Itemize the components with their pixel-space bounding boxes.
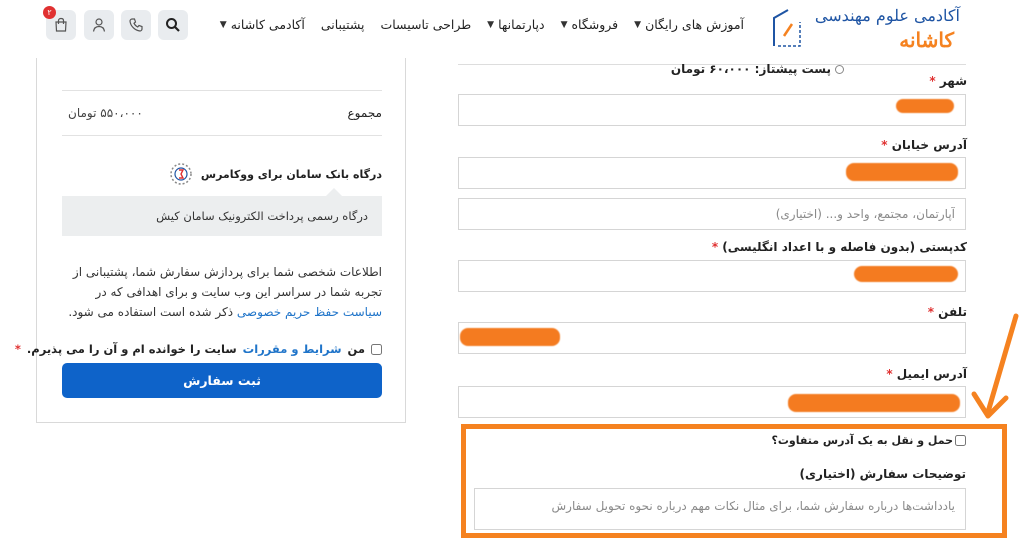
gateway-name: درگاه بانک سامان برای ووکامرس [200, 167, 382, 181]
summary-divider [62, 90, 382, 91]
nav-departments[interactable] [479, 17, 552, 32]
account-button[interactable] [84, 10, 114, 40]
payment-gateway-row[interactable] [169, 162, 382, 186]
city-label: شهر * [929, 74, 967, 88]
chevron-down-icon: ▼ [634, 19, 642, 30]
ship-different-label: حمل و نقل به یک آدرس متفاوت؟ [771, 434, 953, 447]
search-icon [165, 17, 181, 33]
terms-row[interactable] [15, 342, 382, 356]
nav-label: فروشگاه [571, 17, 619, 32]
nav-label: آموزش های رایگان [645, 17, 744, 32]
ship-different-row[interactable] [771, 434, 966, 447]
privacy-text: اطلاعات شخصی شما برای پردازش سفارش شما، پشتیبانی از تجربه شما در سراسر این وب سایت و برای اهدافی که در [72, 265, 382, 299]
main-nav [212, 17, 752, 32]
nav-free-courses[interactable] [626, 17, 752, 32]
place-order-button[interactable]: ثبت سفارش [62, 363, 382, 398]
redaction-mark [846, 163, 958, 181]
redaction-mark [896, 99, 954, 113]
user-icon [91, 17, 107, 33]
site-logo[interactable] [770, 4, 960, 54]
required-mark: * [14, 342, 21, 356]
redaction-mark [460, 328, 560, 346]
gateway-box-pointer [62, 188, 382, 196]
shipping-radio[interactable] [835, 65, 844, 74]
privacy-notice [62, 262, 382, 322]
phone-label: تلفن * [927, 305, 967, 319]
postcode-label: کدپستی (بدون فاصله و با اعداد انگلیسی) * [711, 240, 967, 254]
order-notes-textarea[interactable] [474, 488, 966, 530]
ship-different-checkbox[interactable] [955, 435, 966, 446]
shipping-option[interactable] [671, 62, 844, 76]
nav-academy[interactable] [212, 17, 313, 32]
summary-divider [62, 135, 382, 136]
nav-facility-design[interactable] [372, 17, 479, 32]
cart-icon [53, 17, 69, 33]
street2-input[interactable] [458, 198, 966, 230]
phone-button[interactable] [121, 10, 151, 40]
chevron-down-icon: ▼ [219, 19, 227, 30]
phone-icon [128, 17, 144, 33]
gateway-description: درگاه رسمی پرداخت الکترونیک سامان کیش [62, 196, 382, 236]
nav-support[interactable] [313, 17, 373, 32]
privacy-text: ذکر شده است استفاده می شود. [68, 305, 234, 319]
privacy-policy-link[interactable]: سیاست حفظ حریم خصوصی [236, 305, 382, 319]
nav-shop[interactable] [553, 17, 627, 32]
city-input[interactable] [458, 94, 966, 126]
redaction-mark [854, 266, 958, 282]
chevron-down-icon: ▼ [487, 19, 495, 30]
site-header [0, 0, 1024, 58]
terms-checkbox[interactable] [371, 344, 382, 355]
order-notes-label: توضیحات سفارش (اختیاری) [799, 467, 966, 481]
saman-bank-logo-icon [169, 162, 193, 186]
redaction-mark [788, 394, 960, 412]
street-label: آدرس خیابان * [881, 138, 967, 152]
nav-label: آکادمی کاشانه [230, 17, 305, 32]
nav-label: طراحی تاسیسات [380, 17, 472, 32]
total-label: مجموع [347, 106, 382, 120]
email-label: آدرس ایمیل * [886, 367, 967, 381]
chevron-down-icon: ▼ [560, 19, 568, 30]
total-value: ۵۵۰،۰۰۰ تومان [68, 106, 143, 120]
terms-prefix: من [347, 342, 365, 356]
logo-brand: کاشانه [899, 28, 954, 52]
search-button[interactable] [158, 10, 188, 40]
annotation-arrow-icon [968, 312, 1024, 424]
logo-mark-icon [770, 6, 808, 52]
shipping-option-label: پست پیشتاز: ۶۰،۰۰۰ تومان [670, 62, 831, 76]
logo-title: آکادمی علوم مهندسی [814, 6, 960, 25]
terms-suffix: سایت را خوانده ام و آن را می پذیرم. [26, 342, 237, 356]
cart-count-badge: ۲ [43, 6, 56, 19]
nav-label: دپارتمانها [498, 17, 545, 32]
cart-button[interactable] [46, 10, 76, 40]
nav-label: پشتیبانی [320, 17, 365, 32]
terms-link[interactable]: شرایط و مقررات [242, 342, 342, 356]
